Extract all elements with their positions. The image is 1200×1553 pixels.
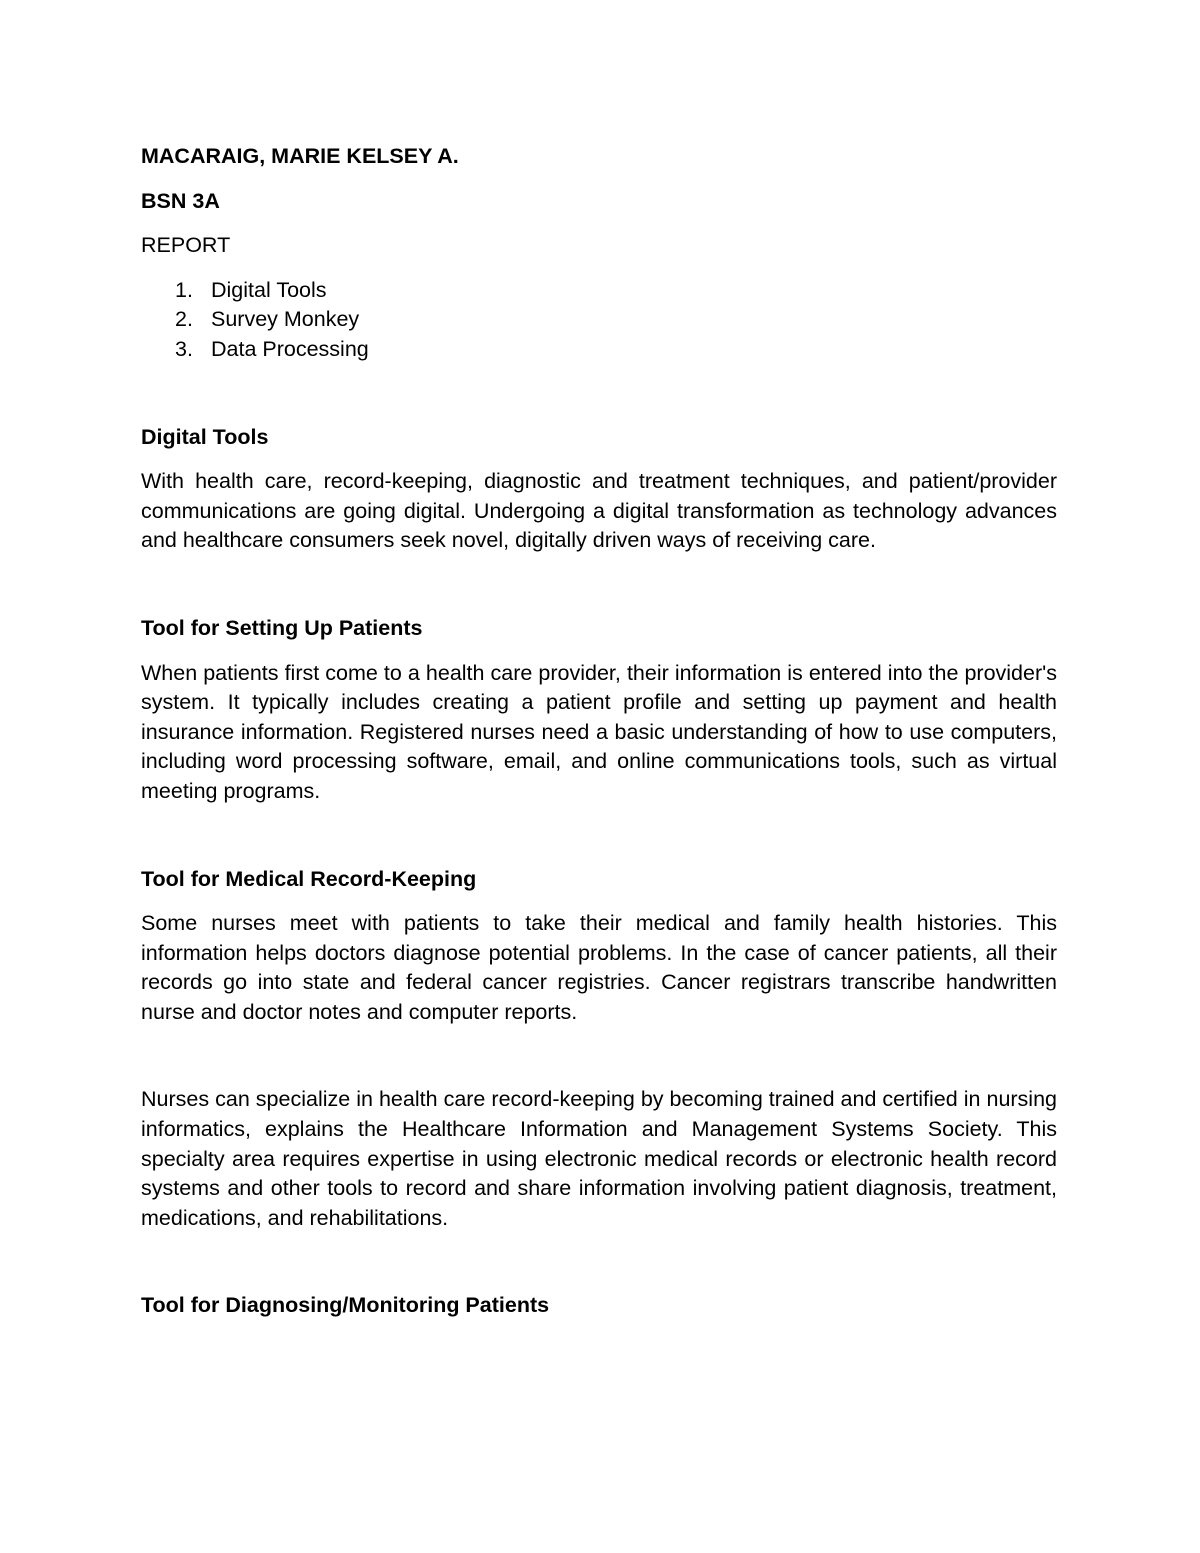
outline-item (141, 305, 1057, 335)
outline-label: Survey Monkey (211, 307, 360, 332)
outline-number: 2. (175, 307, 193, 332)
section-heading: Tool for Diagnosing/Monitoring Patients (141, 1293, 550, 1318)
report-label: REPORT (141, 233, 231, 258)
section-heading: Tool for Setting Up Patients (141, 615, 423, 640)
section-paragraph: When patients first come to a health care provider, their information is entered into the provider's system. It typically includes creating a patient profile and setting up payment and health insurance information. Registered nurses need a basic understanding of how to use computers, including word processing software, email, and online communications tools, such as virtual meeting programs. (141, 660, 1057, 803)
outline-label: Digital Tools (211, 277, 327, 302)
report-outline (141, 276, 1057, 365)
course-label: BSN 3A (141, 188, 220, 213)
outline-item (141, 276, 1057, 306)
section-paragraph: Some nurses meet with patients to take their medical and family health histories. This information helps doctors diagnose potential problems. In the case of cancer patients, all their records go into state and federal cancer registries. Cancer registrars transcribe handwritten nurse and doctor notes and computer reports. (141, 911, 1057, 1024)
section-paragraph: Nurses can specialize in health care record-keeping by becoming trained and certified in nursing informatics, explains the Healthcare Information and Management Systems Society. This specialty area requires expertise in using electronic medical records or electronic health record systems and other tools to record and share information involving patient diagnosis, treatment, medications, and rehabilitations. (141, 1087, 1057, 1230)
section-paragraph: With health care, record-keeping, diagnostic and treatment techniques, and patient/provider communications are going digital. Undergoing a digital transformation as technology advances and healthcare consumers seek novel, digitally driven ways of receiving care. (141, 469, 1057, 553)
section-heading: Tool for Medical Record-Keeping (141, 866, 477, 891)
section-heading: Digital Tools (141, 424, 269, 449)
outline-number: 3. (175, 336, 193, 361)
outline-label: Data Processing (211, 336, 369, 361)
outline-number: 1. (175, 277, 193, 302)
outline-item (141, 335, 1057, 365)
author-name: MACARAIG, MARIE KELSEY A. (141, 144, 459, 168)
document-body (141, 142, 1057, 1336)
